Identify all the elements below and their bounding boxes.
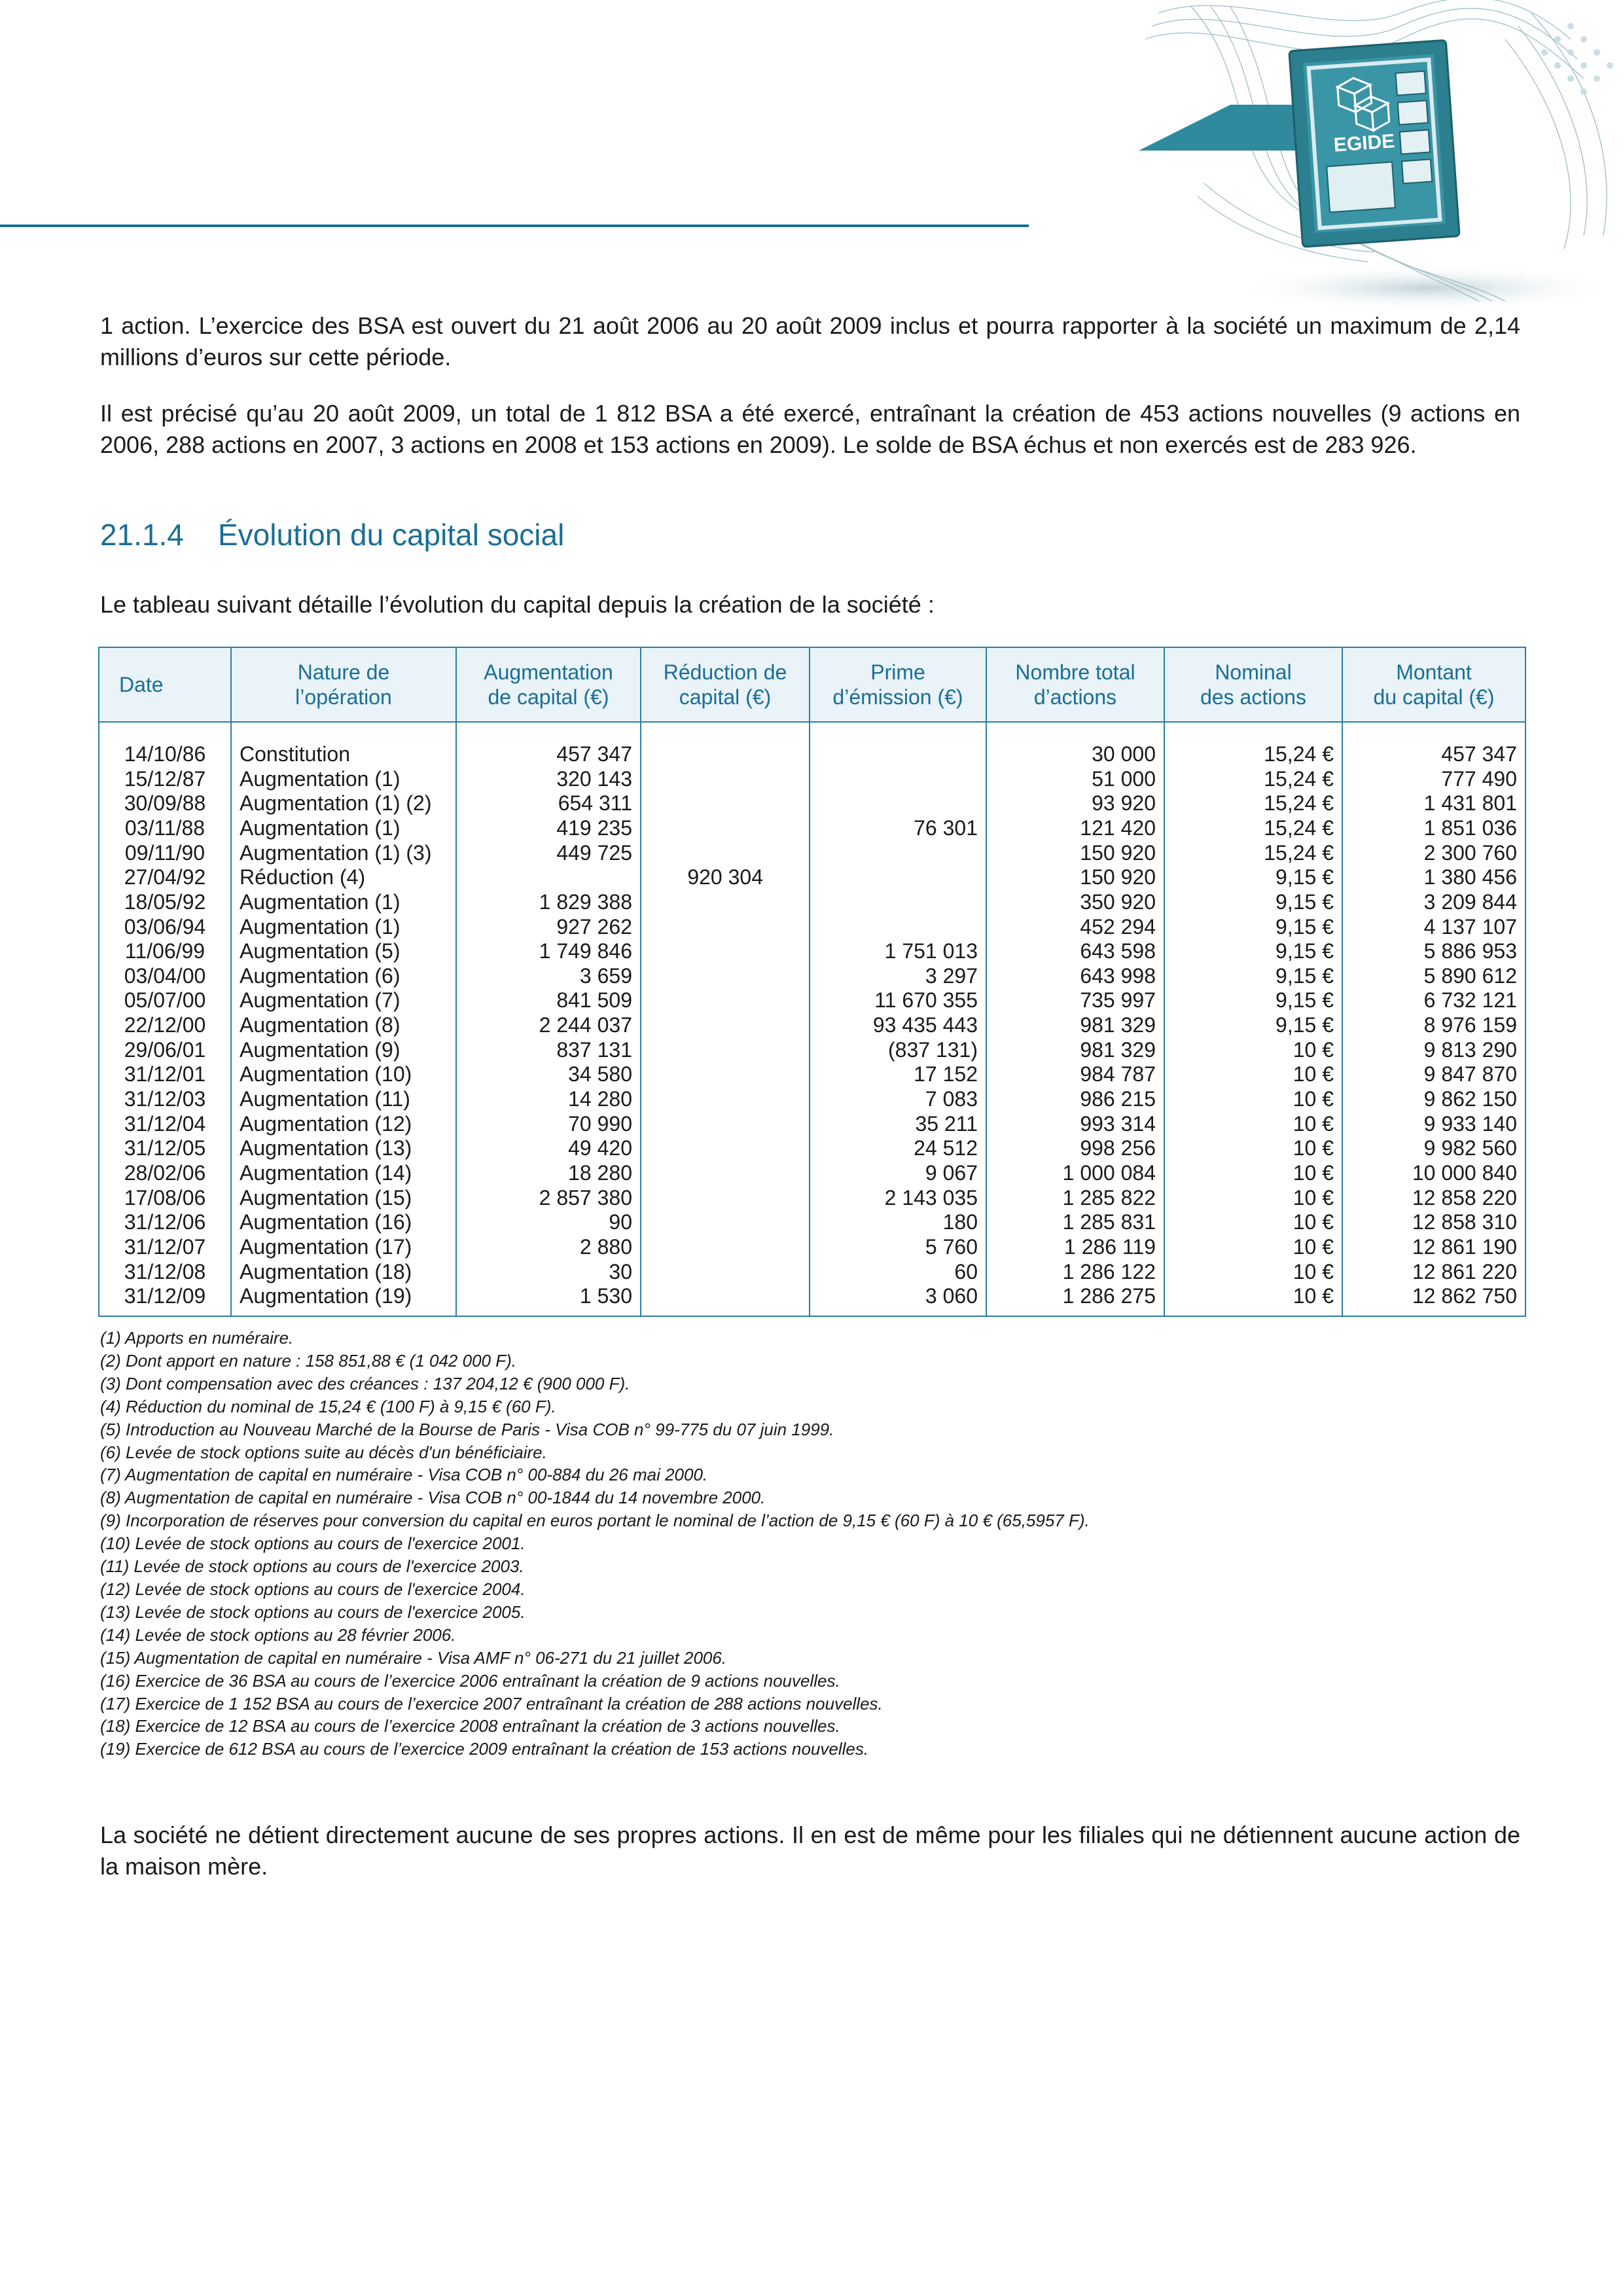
footnote: (7) Augmentation de capital en numéraire - Visa COB n° 00-884 du 26 mai 2000. xyxy=(100,1465,708,1485)
cell-augmentation: 14 280 xyxy=(456,1087,641,1112)
table-row xyxy=(99,1013,1525,1038)
footnote: (13) Levée de stock options au cours de l'exercice 2005. xyxy=(100,1602,526,1622)
cell-augmentation: 654 311 xyxy=(456,791,641,816)
intro-paragraph-1: 1 action. L’exercice des BSA est ouvert du 21 août 2006 au 20 août 2009 inclus et pourra rapporter à la société un maximum de 2,14 millions d’euros sur cette période. xyxy=(100,312,1520,370)
cell-augmentation: 927 262 xyxy=(456,914,641,939)
table-row xyxy=(99,1284,1525,1309)
cell-prime: 76 301 xyxy=(810,816,986,841)
cell-montant: 1 851 036 xyxy=(1342,816,1525,841)
header-nominal xyxy=(1164,647,1342,722)
cell-reduction xyxy=(641,1136,810,1161)
cell-nominal: 15,24 € xyxy=(1164,767,1342,792)
cell-prime: 60 xyxy=(810,1259,986,1284)
cell-prime: (837 131) xyxy=(810,1038,986,1063)
cell-date: 03/04/00 xyxy=(99,964,231,989)
cell-prime xyxy=(810,865,986,890)
cell-augmentation: 1 749 846 xyxy=(456,939,641,964)
cell-nombre-actions: 452 294 xyxy=(986,914,1164,939)
cell-prime: 35 211 xyxy=(810,1112,986,1137)
header-line: Montant xyxy=(1396,660,1472,684)
cell-nominal: 10 € xyxy=(1164,1038,1342,1063)
cell-nominal: 10 € xyxy=(1164,1136,1342,1161)
cell-nombre-actions: 30 000 xyxy=(986,742,1164,767)
cell-nature: Augmentation (6) xyxy=(231,964,456,989)
cell-date: 09/11/90 xyxy=(99,841,231,866)
table-header-row xyxy=(99,647,1525,722)
cell-nombre-actions: 986 215 xyxy=(986,1087,1164,1112)
header-line: d’actions xyxy=(1033,685,1117,709)
cell-date: 31/12/07 xyxy=(99,1235,231,1260)
cell-nombre-actions: 993 314 xyxy=(986,1112,1164,1137)
cell-date: 31/12/03 xyxy=(99,1087,231,1112)
cell-reduction xyxy=(641,1259,810,1284)
cell-montant: 9 813 290 xyxy=(1342,1038,1525,1063)
table-row xyxy=(99,841,1525,866)
header-line: du capital (€) xyxy=(1373,685,1495,709)
cell-nominal: 10 € xyxy=(1164,1259,1342,1284)
cell-date: 17/08/06 xyxy=(99,1186,231,1211)
cell-augmentation: 34 580 xyxy=(456,1062,641,1087)
cell-nominal: 9,15 € xyxy=(1164,988,1342,1013)
cell-date: 31/12/01 xyxy=(99,1062,231,1087)
cell-nature: Augmentation (1) xyxy=(231,890,456,915)
cell-nature: Augmentation (19) xyxy=(231,1284,456,1309)
cell-date: 28/02/06 xyxy=(99,1161,231,1186)
footnote: (9) Incorporation de réserves pour conversion du capital en euros portant le nominal de l’action de 9,15 € (60 F) à 10 € (65,5957 F). xyxy=(100,1511,1090,1531)
cell-augmentation: 2 880 xyxy=(456,1235,641,1260)
cell-nature: Augmentation (17) xyxy=(231,1235,456,1260)
cell-reduction xyxy=(641,1112,810,1137)
cell-reduction xyxy=(641,939,810,964)
table-row xyxy=(99,939,1525,964)
section-title: Évolution du capital social xyxy=(218,518,565,552)
cell-prime: 5 760 xyxy=(810,1235,986,1260)
cell-nominal: 10 € xyxy=(1164,1161,1342,1186)
cell-reduction: 920 304 xyxy=(641,865,810,890)
cell-prime xyxy=(810,742,986,767)
cell-nombre-actions: 735 997 xyxy=(986,988,1164,1013)
cell-nature: Augmentation (10) xyxy=(231,1062,456,1087)
cell-montant: 1 380 456 xyxy=(1342,865,1525,890)
cell-prime: 1 751 013 xyxy=(810,939,986,964)
footnote: (15) Augmentation de capital en numéraire - Visa AMF n° 06-271 du 21 juillet 2006. xyxy=(100,1647,727,1668)
cell-date: 30/09/88 xyxy=(99,791,231,816)
header-line: capital (€) xyxy=(679,685,772,709)
header-line: Nombre total xyxy=(1015,660,1135,684)
cell-prime: 93 435 443 xyxy=(810,1013,986,1038)
table-spacer xyxy=(99,1309,1525,1316)
header-line: de capital (€) xyxy=(488,685,609,709)
table-row xyxy=(99,964,1525,989)
cell-montant: 4 137 107 xyxy=(1342,914,1525,939)
cell-nombre-actions: 350 920 xyxy=(986,890,1164,915)
cell-prime xyxy=(810,841,986,866)
cell-augmentation: 1 530 xyxy=(456,1284,641,1309)
header-date xyxy=(99,647,231,722)
cell-nature: Augmentation (1) (2) xyxy=(231,791,456,816)
cell-prime xyxy=(810,890,986,915)
cell-nombre-actions: 150 920 xyxy=(986,865,1164,890)
footnote: (5) Introduction au Nouveau Marché de la Bourse de Paris - Visa COB n° 99-775 du 07 juin 1999. xyxy=(100,1419,834,1439)
cell-prime: 3 060 xyxy=(810,1284,986,1309)
cell-nominal: 10 € xyxy=(1164,1087,1342,1112)
footnote: (18) Exercice de 12 BSA au cours de l’exercice 2008 entraînant la création de 3 actions nouvelles. xyxy=(100,1716,840,1736)
footnote: (8) Augmentation de capital en numéraire - Visa COB n° 00-1844 du 14 novembre 2000. xyxy=(100,1488,766,1508)
footnote: (12) Levée de stock options au cours de l'exercice 2004. xyxy=(100,1579,526,1599)
cell-nominal: 9,15 € xyxy=(1164,914,1342,939)
header-line: Prime xyxy=(870,660,925,684)
cell-montant: 12 858 220 xyxy=(1342,1186,1525,1211)
table-row xyxy=(99,1062,1525,1087)
cell-montant: 3 209 844 xyxy=(1342,890,1525,915)
cell-montant: 12 862 750 xyxy=(1342,1284,1525,1309)
cell-prime: 24 512 xyxy=(810,1136,986,1161)
cell-reduction xyxy=(641,964,810,989)
header-line: Date xyxy=(119,673,164,696)
cell-nominal: 9,15 € xyxy=(1164,890,1342,915)
cell-montant: 6 732 121 xyxy=(1342,988,1525,1013)
cell-montant: 5 890 612 xyxy=(1342,964,1525,989)
cell-nature: Constitution xyxy=(231,742,456,767)
cell-nature: Réduction (4) xyxy=(231,865,456,890)
cell-prime: 9 067 xyxy=(810,1161,986,1186)
footnote: (19) Exercice de 612 BSA au cours de l’exercice 2009 entraînant la création de 153 actions nouvelles. xyxy=(100,1739,869,1759)
cell-date: 29/06/01 xyxy=(99,1038,231,1063)
header-nature xyxy=(231,647,456,722)
cell-reduction xyxy=(641,841,810,866)
header-line: Augmentation xyxy=(484,660,613,684)
cell-prime: 3 297 xyxy=(810,964,986,989)
cell-prime: 180 xyxy=(810,1210,986,1235)
header-montant xyxy=(1342,647,1525,722)
table-row xyxy=(99,742,1525,767)
cell-nominal: 9,15 € xyxy=(1164,1013,1342,1038)
cell-reduction xyxy=(641,1186,810,1211)
cell-date: 14/10/86 xyxy=(99,742,231,767)
header-line: d’émission (€) xyxy=(832,685,963,709)
cell-date: 27/04/92 xyxy=(99,865,231,890)
cell-augmentation: 30 xyxy=(456,1259,641,1284)
footnote: (4) Réduction du nominal de 15,24 € (100 F) à 9,15 € (60 F). xyxy=(100,1396,556,1416)
cell-nature: Augmentation (9) xyxy=(231,1038,456,1063)
cell-augmentation: 2 244 037 xyxy=(456,1013,641,1038)
cell-date: 15/12/87 xyxy=(99,767,231,792)
cell-nombre-actions: 150 920 xyxy=(986,841,1164,866)
footnote: (11) Levée de stock options au cours de l'exercice 2003. xyxy=(100,1556,524,1577)
egide-logo xyxy=(1060,0,1623,314)
cell-nature: Augmentation (7) xyxy=(231,988,456,1013)
cell-augmentation: 70 990 xyxy=(456,1112,641,1137)
cell-nominal: 15,24 € xyxy=(1164,742,1342,767)
table-row xyxy=(99,1112,1525,1137)
cell-nombre-actions: 1 000 084 xyxy=(986,1161,1164,1186)
cell-nominal: 10 € xyxy=(1164,1062,1342,1087)
footnote: (6) Levée de stock options suite au décès d'un bénéficiaire. xyxy=(100,1442,547,1462)
cell-nature: Augmentation (1) xyxy=(231,767,456,792)
cell-montant: 9 862 150 xyxy=(1342,1087,1525,1112)
cell-prime xyxy=(810,767,986,792)
table-row xyxy=(99,1136,1525,1161)
cell-reduction xyxy=(641,1284,810,1309)
table-row xyxy=(99,791,1525,816)
cell-nature: Augmentation (8) xyxy=(231,1013,456,1038)
footnote: (17) Exercice de 1 152 BSA au cours de l’exercice 2007 entraînant la création de 288 actions nouvelles. xyxy=(100,1693,883,1713)
cell-date: 31/12/04 xyxy=(99,1112,231,1137)
cell-nombre-actions: 984 787 xyxy=(986,1062,1164,1087)
cell-nature: Augmentation (5) xyxy=(231,939,456,964)
cell-prime: 2 143 035 xyxy=(810,1186,986,1211)
header-line: Nominal xyxy=(1215,660,1292,684)
capital-evolution-table xyxy=(98,647,1526,1317)
cell-date: 31/12/05 xyxy=(99,1136,231,1161)
cell-augmentation: 90 xyxy=(456,1210,641,1235)
cell-nominal: 15,24 € xyxy=(1164,791,1342,816)
cell-nature: Augmentation (1) xyxy=(231,816,456,841)
cell-montant: 10 000 840 xyxy=(1342,1161,1525,1186)
cell-montant: 9 982 560 xyxy=(1342,1136,1525,1161)
cell-augmentation: 18 280 xyxy=(456,1161,641,1186)
cell-nominal: 9,15 € xyxy=(1164,964,1342,989)
table-row xyxy=(99,1161,1525,1186)
cell-nature: Augmentation (15) xyxy=(231,1186,456,1211)
cell-reduction xyxy=(641,1013,810,1038)
intro-paragraph-2: Il est précisé qu’au 20 août 2009, un total de 1 812 BSA a été exercé, entraînant la création de 453 actions nouvelles (9 actions en 2006, 288 actions en 2007, 3 actions en 2008 et 153 actions en 2009). Le solde de BSA échus et non exercés est de 283 926. xyxy=(100,400,1520,458)
cell-nominal: 10 € xyxy=(1164,1186,1342,1211)
cell-nature: Augmentation (11) xyxy=(231,1087,456,1112)
header-line: Nature de xyxy=(297,660,390,684)
header-line: des actions xyxy=(1200,685,1306,709)
cell-montant: 777 490 xyxy=(1342,767,1525,792)
cell-nominal: 10 € xyxy=(1164,1284,1342,1309)
cell-nominal: 15,24 € xyxy=(1164,841,1342,866)
cell-nombre-actions: 998 256 xyxy=(986,1136,1164,1161)
header-augmentation xyxy=(456,647,641,722)
section-heading xyxy=(100,517,564,552)
cell-montant: 9 847 870 xyxy=(1342,1062,1525,1087)
cell-augmentation xyxy=(456,865,641,890)
header-line: l’opération xyxy=(295,685,392,709)
table-row xyxy=(99,1259,1525,1284)
header-reduction xyxy=(641,647,810,722)
table-row xyxy=(99,988,1525,1013)
header-line: Réduction de xyxy=(663,660,787,684)
cell-nature: Augmentation (1) xyxy=(231,914,456,939)
cell-date: 03/11/88 xyxy=(99,816,231,841)
cell-nombre-actions: 121 420 xyxy=(986,816,1164,841)
cell-nombre-actions: 1 285 822 xyxy=(986,1186,1164,1211)
cell-nominal: 10 € xyxy=(1164,1210,1342,1235)
cell-augmentation: 457 347 xyxy=(456,742,641,767)
cell-nombre-actions: 981 329 xyxy=(986,1038,1164,1063)
cell-montant: 5 886 953 xyxy=(1342,939,1525,964)
footnote: (16) Exercice de 36 BSA au cours de l’exercice 2006 entraînant la création de 9 actions nouvelles. xyxy=(100,1670,840,1691)
cell-augmentation: 320 143 xyxy=(456,767,641,792)
cell-nominal: 9,15 € xyxy=(1164,939,1342,964)
cell-nombre-actions: 1 286 275 xyxy=(986,1284,1164,1309)
table-row xyxy=(99,865,1525,890)
cell-reduction xyxy=(641,1087,810,1112)
table-row xyxy=(99,914,1525,939)
cell-date: 18/05/92 xyxy=(99,890,231,915)
footnote: (3) Dont compensation avec des créances : 137 204,12 € (900 000 F). xyxy=(100,1373,630,1393)
cell-reduction xyxy=(641,816,810,841)
cell-reduction xyxy=(641,1235,810,1260)
table-row xyxy=(99,1235,1525,1260)
cell-reduction xyxy=(641,1038,810,1063)
cell-reduction xyxy=(641,742,810,767)
cell-date: 03/06/94 xyxy=(99,914,231,939)
cell-date: 05/07/00 xyxy=(99,988,231,1013)
header-rule xyxy=(0,224,1029,227)
cell-augmentation: 3 659 xyxy=(456,964,641,989)
cell-montant: 12 858 310 xyxy=(1342,1210,1525,1235)
cell-nature: Augmentation (12) xyxy=(231,1112,456,1137)
footnote: (10) Levée de stock options au cours de l'exercice 2001. xyxy=(100,1534,526,1554)
cell-nature: Augmentation (16) xyxy=(231,1210,456,1235)
cell-montant: 9 933 140 xyxy=(1342,1112,1525,1137)
cell-montant: 1 431 801 xyxy=(1342,791,1525,816)
cell-augmentation: 841 509 xyxy=(456,988,641,1013)
cell-montant: 2 300 760 xyxy=(1342,841,1525,866)
header-prime xyxy=(810,647,986,722)
table-spacer xyxy=(99,722,1525,742)
cell-reduction xyxy=(641,914,810,939)
cell-prime: 7 083 xyxy=(810,1087,986,1112)
table-row xyxy=(99,767,1525,792)
table-row xyxy=(99,1186,1525,1211)
cell-reduction xyxy=(641,890,810,915)
cell-montant: 8 976 159 xyxy=(1342,1013,1525,1038)
table-row xyxy=(99,1210,1525,1235)
cell-reduction xyxy=(641,791,810,816)
cell-nominal: 10 € xyxy=(1164,1112,1342,1137)
cell-reduction xyxy=(641,988,810,1013)
section-number: 21.1.4 xyxy=(100,518,184,552)
cell-nature: Augmentation (14) xyxy=(231,1161,456,1186)
cell-reduction xyxy=(641,1062,810,1087)
cell-nominal: 15,24 € xyxy=(1164,816,1342,841)
closing-paragraph: La société ne détient directement aucune de ses propres actions. Il en est de même pour les filiales qui ne détiennent aucune action de la maison mère. xyxy=(100,1821,1520,1880)
cell-prime xyxy=(810,914,986,939)
header-nombre-actions xyxy=(986,647,1164,722)
cell-date: 11/06/99 xyxy=(99,939,231,964)
cell-augmentation: 1 829 388 xyxy=(456,890,641,915)
cell-montant: 12 861 190 xyxy=(1342,1235,1525,1260)
cell-nombre-actions: 981 329 xyxy=(986,1013,1164,1038)
cell-nombre-actions: 1 286 119 xyxy=(986,1235,1164,1260)
table-row xyxy=(99,816,1525,841)
cell-date: 31/12/09 xyxy=(99,1284,231,1309)
cell-augmentation: 837 131 xyxy=(456,1038,641,1063)
cell-augmentation: 449 725 xyxy=(456,841,641,866)
cell-date: 31/12/08 xyxy=(99,1259,231,1284)
table-row xyxy=(99,890,1525,915)
cell-nombre-actions: 51 000 xyxy=(986,767,1164,792)
footnote: (2) Dont apport en nature : 158 851,88 € (1 042 000 F). xyxy=(100,1350,516,1371)
cell-nombre-actions: 643 598 xyxy=(986,939,1164,964)
cell-augmentation: 49 420 xyxy=(456,1136,641,1161)
cell-nominal: 10 € xyxy=(1164,1235,1342,1260)
table-intro: Le tableau suivant détaille l’évolution du capital depuis la création de la société : xyxy=(100,591,935,618)
cell-montant: 457 347 xyxy=(1342,742,1525,767)
cell-nature: Augmentation (18) xyxy=(231,1259,456,1284)
footnotes xyxy=(100,1327,1090,1761)
cell-augmentation: 419 235 xyxy=(456,816,641,841)
cell-nombre-actions: 1 285 831 xyxy=(986,1210,1164,1235)
cell-montant: 12 861 220 xyxy=(1342,1259,1525,1284)
cell-date: 22/12/00 xyxy=(99,1013,231,1038)
cell-reduction xyxy=(641,1161,810,1186)
cell-reduction xyxy=(641,767,810,792)
cell-nature: Augmentation (13) xyxy=(231,1136,456,1161)
footnote: (14) Levée de stock options au 28 février 2006. xyxy=(100,1624,456,1645)
cell-reduction xyxy=(641,1210,810,1235)
logo-wordmark: EGIDE xyxy=(1332,130,1396,156)
cell-nombre-actions: 643 998 xyxy=(986,964,1164,989)
cell-nature: Augmentation (1) (3) xyxy=(231,841,456,866)
footnote: (1) Apports en numéraire. xyxy=(100,1328,294,1348)
cell-prime: 17 152 xyxy=(810,1062,986,1087)
table-row xyxy=(99,1087,1525,1112)
cell-nombre-actions: 93 920 xyxy=(986,791,1164,816)
cell-nominal: 9,15 € xyxy=(1164,865,1342,890)
cell-nombre-actions: 1 286 122 xyxy=(986,1259,1164,1284)
cell-date: 31/12/06 xyxy=(99,1210,231,1235)
cell-prime xyxy=(810,791,986,816)
table-row xyxy=(99,1038,1525,1063)
cell-augmentation: 2 857 380 xyxy=(456,1186,641,1211)
cell-prime: 11 670 355 xyxy=(810,988,986,1013)
